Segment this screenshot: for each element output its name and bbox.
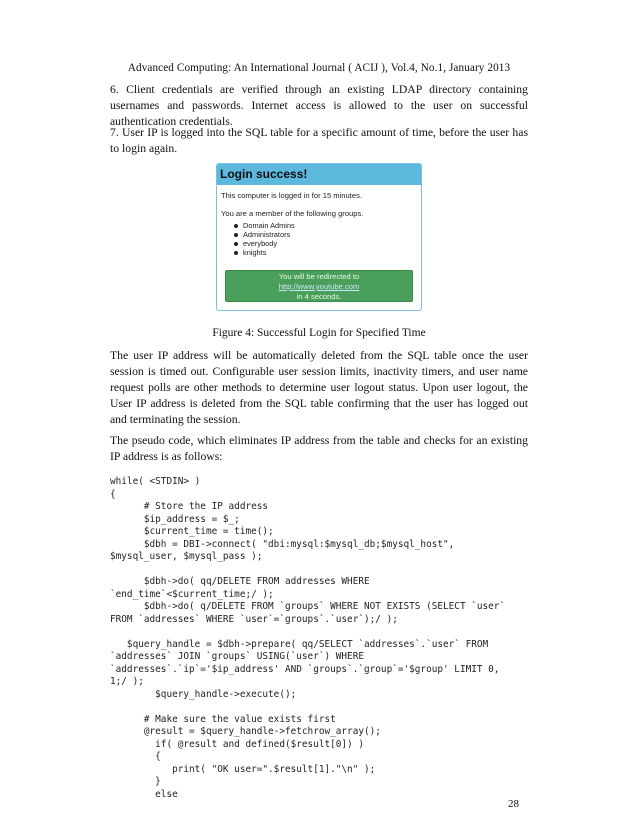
- redirect-link[interactable]: http://www.youtube.com: [278, 282, 360, 291]
- code-line: # Store the IP address: [110, 501, 269, 512]
- code-line: $ip_address = $_;: [110, 513, 240, 525]
- group-name: knights: [243, 248, 267, 257]
- group-name: Domain Admins: [243, 221, 295, 230]
- group-item: [233, 230, 295, 239]
- paragraph-ldap: 6. Client credentials are verified through an existing LDAP directory containing usernames and passwords. Internet access is allowed to the user on successful authentication credentials.: [110, 83, 528, 128]
- group-item: [233, 239, 295, 248]
- code-line: while( <STDIN> ): [110, 476, 201, 487]
- code-line: # Make sure the value exists first: [110, 713, 336, 725]
- code-line: `end_time`<$current_time;/ );: [110, 588, 274, 600]
- paragraph-pseudo-code-intro: The pseudo code, which eliminates IP address from the table and checks for an existing IP address is as follows:: [110, 434, 528, 463]
- group-item: [233, 248, 295, 257]
- group-name: Administrators: [243, 230, 291, 239]
- bullet-icon: [234, 242, 238, 246]
- redirect-notice: [225, 270, 413, 302]
- code-line: $dbh->do( q/DELETE FROM `groups` WHERE NOT EXISTS (SELECT `user`: [110, 601, 506, 612]
- code-line: $dbh = DBI->connect( "dbi:mysql:$mysql_db;$mysql_host",: [110, 538, 455, 550]
- paragraph-session-timeout: The user IP address will be automatically deleted from the SQL table once the user session is timed out. Configurable user session limits, inactivity timers, and user name request polls are other methods to determine user logout status. Upon user logout, the User IP address is deleted from the SQL table confirming that the user has logged out and terminating the session.: [110, 349, 528, 426]
- code-line: $current_time = time();: [110, 526, 274, 537]
- code-line: [110, 701, 530, 714]
- group-item: [233, 221, 295, 230]
- code-line: {: [110, 751, 161, 762]
- code-line: 1;/ );: [110, 676, 144, 687]
- code-line: $mysql_user, $mysql_pass );: [110, 551, 263, 562]
- code-line: print( "OK user=".$result[1]."\n" );: [110, 763, 376, 775]
- groups-intro-text: You are a member of the following groups.: [221, 209, 364, 218]
- code-line: [110, 626, 530, 639]
- group-name: everybody: [243, 239, 278, 248]
- figure-caption: Figure 4: Successful Login for Specified Time: [212, 327, 426, 339]
- code-line: FROM `addresses` WHERE `user`=`groups`.`user`);/ );: [110, 613, 398, 625]
- login-success-screenshot: [216, 163, 422, 311]
- code-line: }: [110, 776, 161, 787]
- code-line: $dbh->do( qq/DELETE FROM addresses WHERE: [110, 576, 370, 587]
- redirect-text: You will be redirected to: [278, 272, 360, 281]
- bullet-icon: [234, 233, 238, 237]
- code-line: `addresses` JOIN `groups` USING(`user`) WHERE: [110, 651, 364, 662]
- code-line: else: [110, 788, 178, 800]
- code-line: {: [110, 488, 116, 500]
- pseudo-code-block: [110, 476, 530, 801]
- code-line: `addresses`.`ip`='$ip_address' AND `groups`.`group`='$group' LIMIT 0,: [110, 663, 500, 675]
- journal-header: Advanced Computing: An International Journal ( ACIJ ), Vol.4, No.1, January 2013: [127, 62, 511, 74]
- code-line: $query_handle->execute();: [110, 688, 297, 700]
- session-duration-text: This computer is logged in for 15 minutes.: [221, 191, 362, 200]
- redirect-countdown: in 4 seconds.: [296, 292, 342, 301]
- bullet-icon: [234, 224, 238, 228]
- page-number: 28: [508, 798, 519, 810]
- group-list: [233, 221, 295, 257]
- login-success-title: Login success!: [217, 164, 421, 185]
- code-line: @result = $query_handle->fetchrow_array();: [110, 726, 381, 737]
- code-line: [110, 564, 530, 577]
- bullet-icon: [234, 251, 238, 255]
- paragraph-ip-logging: 7. User IP is logged into the SQL table for a specific amount of time, before the user has to login again.: [110, 126, 528, 155]
- code-line: $query_handle = $dbh->prepare( qq/SELECT `addresses`.`user` FROM: [110, 638, 489, 650]
- code-line: if( @result and defined($result[0]) ): [110, 738, 364, 750]
